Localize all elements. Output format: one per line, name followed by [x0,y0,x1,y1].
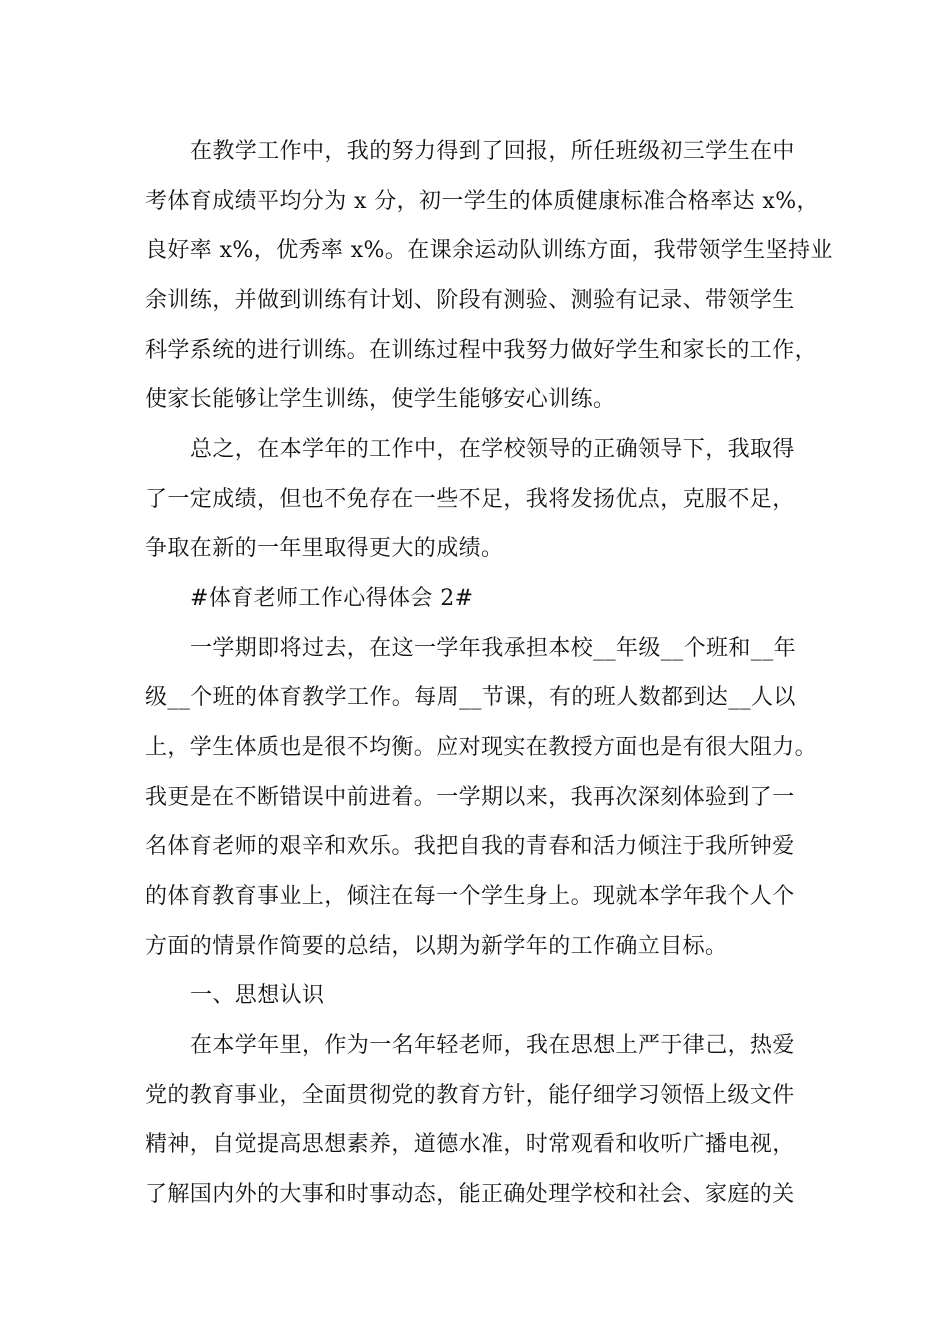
text-line: 在本学年里，作为一名年轻老师，我在思想上严于律己，热爱 [190,1033,795,1058]
text-line: 级__个班的体育教学工作。每周__节课，有的班人数都到达__人以 [145,685,796,710]
text-line: 科学系统的进行训练。在训练过程中我努力做好学生和家长的工作， [145,338,818,363]
subsection-heading: 一、思想认识 [190,983,325,1008]
text-line: 我更是在不断错误中前进着。一学期以来，我再次深刻体验到了一 [145,785,795,810]
text-line: 一学期即将过去，在这一学年我承担本校__年级__个班和__年 [190,636,797,661]
text-line: 精神，自觉提高思想素养，道德水准，时常观看和收听广播电视， [145,1132,795,1157]
text-line: 方面的情景作简要的总结，以期为新学年的工作确立目标。 [145,934,728,959]
text-line: 上，学生体质也是很不均衡。应对现实在教授方面也是有很大阻力。 [145,735,818,760]
text-line: 总之，在本学年的工作中，在学校领导的正确领导下，我取得 [190,437,795,462]
text-line: 名体育老师的艰辛和欢乐。我把自我的青春和活力倾注于我所钟爱 [145,834,795,859]
text-line: 了解国内外的大事和时事动态，能正确处理学校和社会、家庭的关 [145,1182,795,1207]
text-line: 争取在新的一年里取得更大的成绩。 [145,536,504,561]
text-line: 考体育成绩平均分为 x 分，初一学生的体质健康标准合格率达 x%， [145,189,819,214]
section-heading: #体育老师工作心得体会 2# [190,586,474,611]
text-line: 党的教育事业，全面贯彻党的教育方针，能仔细学习领悟上级文件 [145,1083,795,1108]
text-line: 使家长能够让学生训练，使学生能够安心训练。 [145,387,616,412]
text-line: 余训练，并做到训练有计划、阶段有测验、测验有记录、带领学生 [145,288,795,313]
text-line: 了一定成绩，但也不免存在一些不足，我将发扬优点，克服不足， [145,487,795,512]
text-line: 的体育教育事业上，倾注在每一个学生身上。现就本学年我个人个 [145,884,795,909]
text-line: 在教学工作中，我的努力得到了回报，所任班级初三学生在中 [190,139,795,164]
text-line: 良好率 x%，优秀率 x%。在课余运动队训练方面，我带领学生坚持业 [145,238,833,263]
